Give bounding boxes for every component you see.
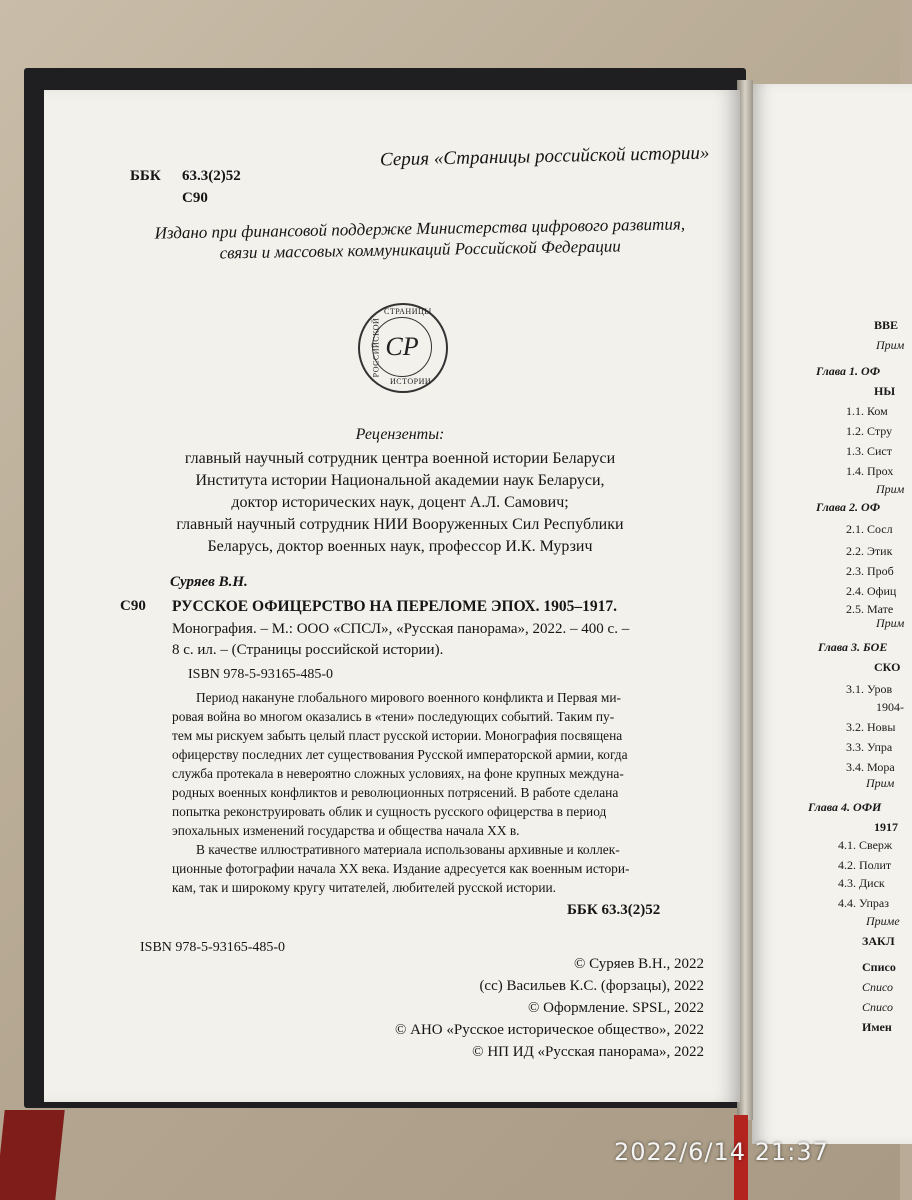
seal-monogram: СР: [372, 317, 432, 377]
author-mark-code: С90: [182, 190, 208, 206]
author-name: Суряев В.Н.: [170, 574, 248, 590]
seal-left-text: РОССИЙСКОЙ: [371, 317, 381, 378]
toc-entry: 1917: [874, 820, 898, 834]
toc-entry: 2.5. Мате: [846, 602, 894, 616]
copyright-line: © НП ИД «Русская панорама», 2022: [472, 1044, 704, 1060]
toc-entry: 3.1. Уров: [846, 682, 893, 696]
toc-entry: Приме: [866, 914, 900, 928]
toc-entry: 2.4. Офиц: [846, 584, 897, 598]
toc-entry: 1904-: [876, 700, 904, 714]
abstract-line: ровая война во многом оказались в «тени» последующих событий. Таким пу-: [172, 709, 615, 724]
toc-entry: Прим: [876, 616, 905, 630]
funding-note-line: связи и массовых коммуникаций Российской Федерации: [219, 236, 621, 263]
toc-entry: 3.4. Мора: [846, 760, 895, 774]
toc-entry: Прим: [876, 338, 905, 352]
toc-entry: Списо: [862, 980, 894, 994]
abstract-line: офицерству последних лет существования Русской императорской армии, когда: [172, 747, 628, 762]
seal-top-text: СТРАНИЦЫ: [384, 307, 432, 316]
reviewer-line: главный научный сотрудник НИИ Вооруженных Сил Республики: [176, 516, 624, 533]
toc-entry: СКО: [874, 660, 901, 674]
toc-entry: Глава 3. БОЕ: [818, 640, 888, 654]
toc-entry: Имен: [862, 1020, 892, 1034]
red-object-corner: [0, 1110, 65, 1200]
toc-entry: 1.4. Прох: [846, 464, 894, 478]
toc-entry: 4.2. Полит: [838, 858, 892, 872]
reviewers-heading: Рецензенты:: [355, 426, 445, 443]
bbk-label: ББК: [130, 168, 161, 184]
funding-note-line: Издано при финансовой поддержке Министерства цифрового развития,: [154, 214, 686, 243]
reviewer-line: доктор исторических наук, доцент А.Л. Самович;: [231, 494, 569, 511]
copyright-line: (cc) Васильев К.С. (форзацы), 2022: [479, 978, 704, 994]
copyright-line: © Суряев В.Н., 2022: [573, 956, 704, 972]
isbn-line: ISBN 978-5-93165-485-0: [188, 667, 334, 682]
toc-entry: 3.2. Новы: [846, 720, 896, 734]
toc-entry: 4.1. Сверж: [838, 838, 893, 852]
toc-entry: Глава 1. ОФ: [816, 364, 881, 378]
abstract-line: В качестве иллюстративного материала использованы архивные и коллек-: [196, 842, 620, 857]
toc-entry: Глава 4. ОФИ: [808, 800, 882, 814]
author-mark-side: С90: [120, 598, 146, 614]
toc-entry: 4.4. Упраз: [838, 896, 889, 910]
isbn-bottom: ISBN 978-5-93165-485-0: [140, 940, 286, 955]
toc-entry: 2.2. Этик: [846, 544, 893, 558]
bibliographic-description: Монография. – М.: ООО «СПСЛ», «Русская панорама», 2022. – 400 с. –: [172, 621, 630, 637]
abstract-line: ционные фотографии начала XX века. Издание адресуется как военным истори-: [172, 861, 630, 876]
book-title: РУССКОЕ ОФИЦЕРСТВО НА ПЕРЕЛОМЕ ЭПОХ. 1905–1917.: [172, 598, 617, 615]
abstract-line: служба протекала в невероятно сложных условиях, на фоне крупных междуна-: [172, 766, 624, 781]
abstract-line: попытка реконструировать облик и сущность русского офицерства в период: [172, 804, 607, 819]
toc-entry: 2.3. Проб: [846, 564, 894, 578]
toc-entry: Списо: [862, 960, 896, 974]
abstract-line: родных военных конфликтов и революционных потрясений. В работе сделана: [172, 785, 619, 800]
toc-entry: 2.1. Сосл: [846, 522, 893, 536]
reviewer-line: Беларусь, доктор военных наук, профессор И.К. Мурзич: [207, 538, 593, 555]
toc-entry: 1.2. Стру: [846, 424, 893, 438]
abstract-line: тем мы рискуем забыть целый пласт русской истории. Монография посвящена: [172, 728, 623, 743]
abstract-line: Период накануне глобального мирового военного конфликта и Первая ми-: [196, 690, 621, 705]
photo-timestamp: 2022/6/14 21:37: [614, 1138, 829, 1166]
bbk-bottom: ББК 63.3(2)52: [567, 902, 661, 918]
abstract-line: кам, так и широкому кругу читателей, любителей русской истории.: [172, 880, 557, 895]
toc-entry: Прим: [876, 482, 905, 496]
toc-entry: Списо: [862, 1000, 894, 1014]
abstract-line: эпохальных изменений государства и общества начала XX в.: [172, 823, 520, 838]
toc-entry: НЫ: [874, 384, 896, 398]
bbk-code: 63.3(2)52: [182, 168, 241, 184]
toc-entry: Глава 2. ОФ: [816, 500, 881, 514]
toc-entry: 4.3. Диск: [838, 876, 885, 890]
reviewer-line: главный научный сотрудник центра военной истории Беларуси: [184, 450, 616, 467]
toc-entry: ЗАКЛ: [862, 934, 895, 948]
toc-entry: 3.3. Упра: [846, 740, 893, 754]
reviewer-line: Института истории Национальной академии наук Беларуси,: [195, 472, 605, 489]
seal-bottom-text: ИСТОРИИ: [390, 377, 432, 386]
toc-entry: Прим: [866, 776, 895, 790]
bibliographic-description: 8 с. ил. – (Страницы российской истории).: [172, 642, 444, 658]
series-seal-logo: [358, 303, 448, 393]
series-title: Серия «Страницы российской истории»: [379, 142, 710, 171]
copyright-line: © Оформление. SPSL, 2022: [527, 1000, 704, 1016]
copyright-line: © АНО «Русское историческое общество», 2022: [395, 1022, 704, 1038]
toc-entry: ВВЕ: [874, 318, 899, 332]
toc-entry: 1.1. Ком: [846, 404, 888, 418]
toc-entry: 1.3. Сист: [846, 444, 892, 458]
